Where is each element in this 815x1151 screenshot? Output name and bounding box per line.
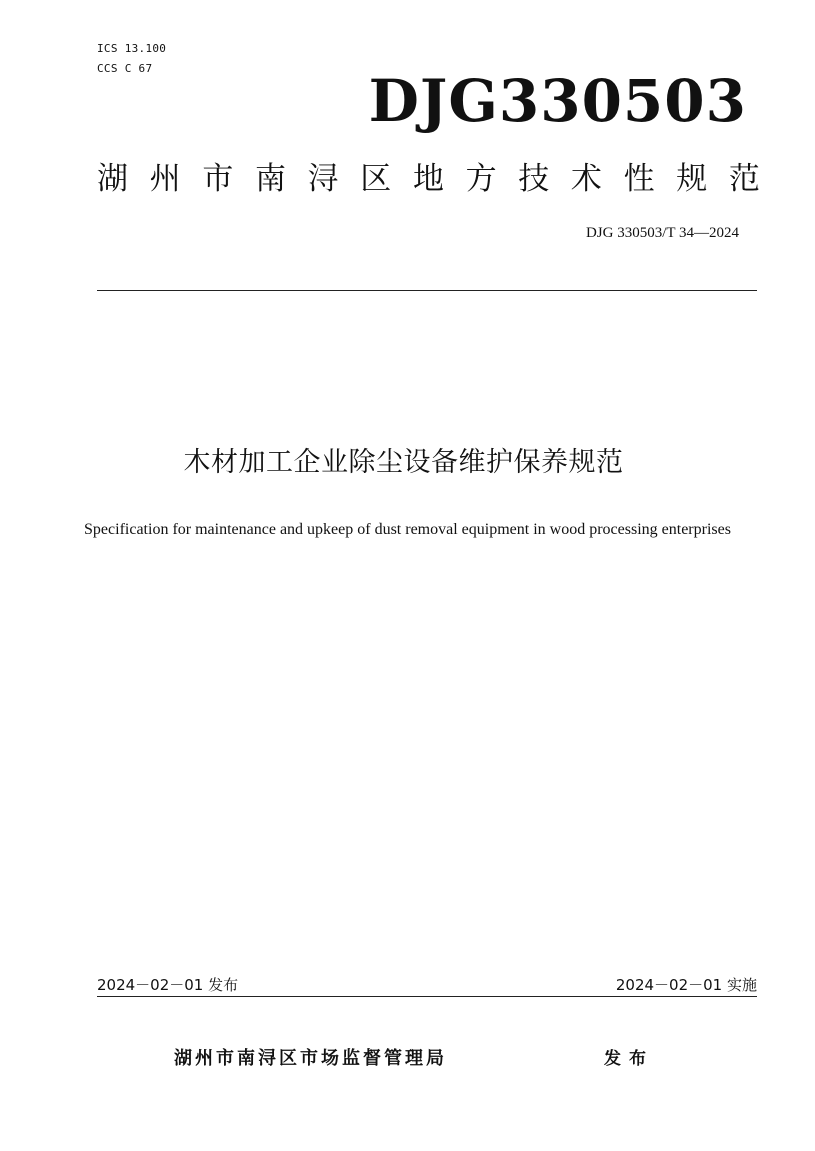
issue-date: 2024－02－01 发布 xyxy=(97,976,239,994)
document-title-chinese: 木材加工企业除尘设备维护保养规范 xyxy=(183,447,624,478)
spec-type-char: 市 xyxy=(202,161,234,197)
spec-type-char: 南 xyxy=(254,161,286,197)
ics-code: ICS 13.100 xyxy=(97,42,167,55)
spec-type-char: 州 xyxy=(149,161,181,197)
header-divider xyxy=(97,290,757,291)
specification-type-heading xyxy=(97,157,760,201)
issuing-authority: 湖州市南浔区市场监督管理局 xyxy=(174,1048,447,1069)
implementation-date: 2024－02－01 实施 xyxy=(615,976,757,994)
spec-type-char: 范 xyxy=(728,161,760,197)
spec-type-char: 术 xyxy=(570,161,602,197)
footer-divider xyxy=(97,996,757,997)
spec-type-char: 湖 xyxy=(97,161,128,197)
spec-type-char: 性 xyxy=(623,161,655,197)
document-title-english: Specification for maintenance and upkeep of dust removal equipment in wood processing enterprises xyxy=(84,521,731,538)
spec-type-char: 浔 xyxy=(307,161,339,197)
issue-label: 发布 xyxy=(604,1049,654,1069)
ccs-code: CCS C 67 xyxy=(97,62,153,75)
spec-type-char: 方 xyxy=(465,161,497,197)
spec-type-char: 地 xyxy=(412,161,444,197)
spec-type-char: 区 xyxy=(360,161,392,197)
spec-type-char: 技 xyxy=(518,161,550,197)
standard-mark: DJG330503 xyxy=(368,67,747,135)
spec-type-char: 规 xyxy=(676,161,708,197)
standard-number: DJG 330503/T 34—2024 xyxy=(585,225,739,241)
